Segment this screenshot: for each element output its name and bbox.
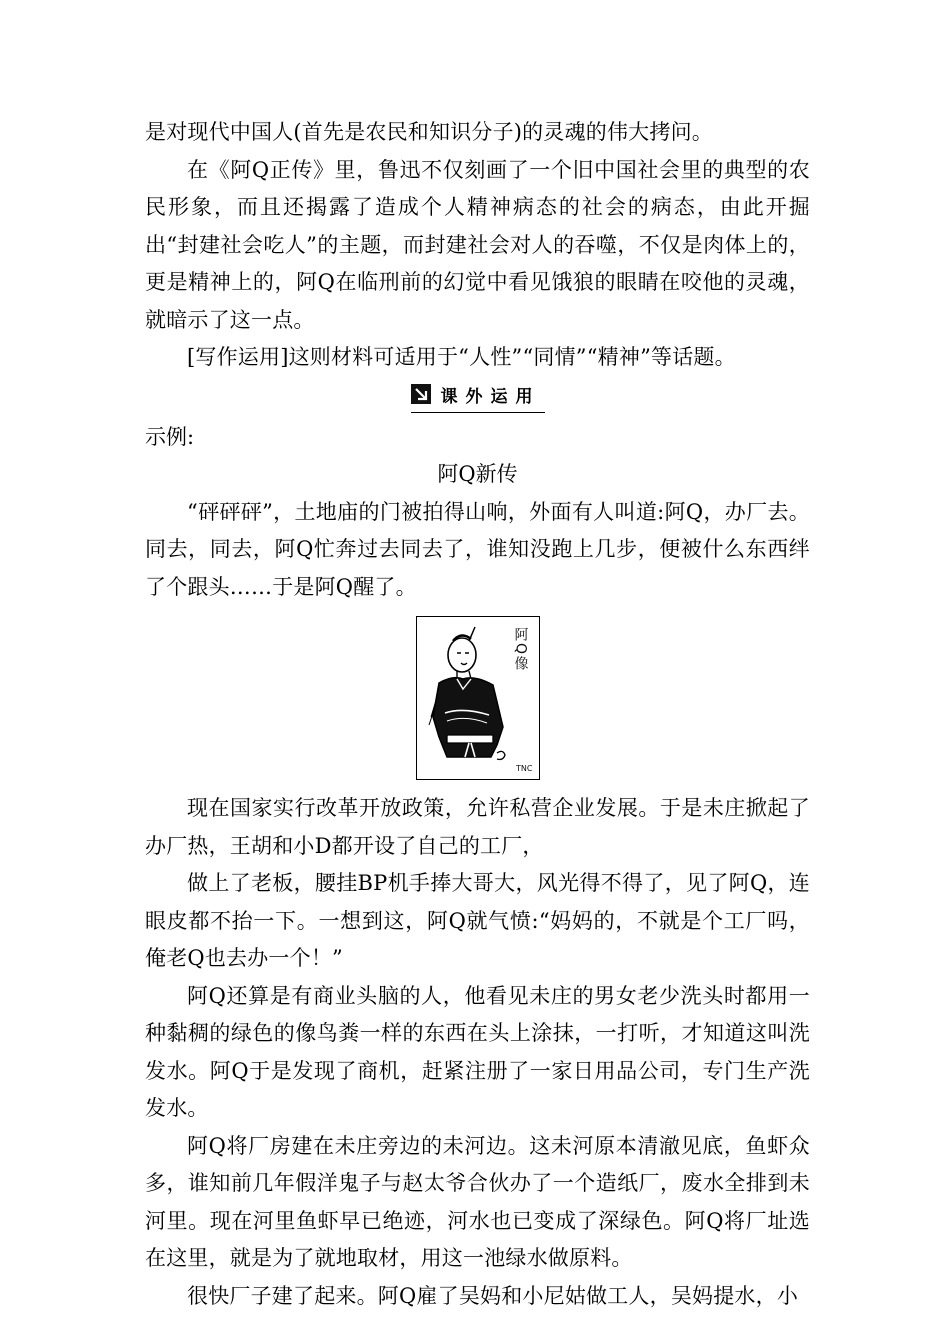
- paragraph-story-1: 现在国家实行改革开放政策，允许私营企业发展。于是未庄掀起了办厂热，王胡和小D都开设了自己的工厂，: [145, 796, 810, 858]
- section-header: [411, 377, 545, 413]
- paragraph-story-3: 阿Q还算是有商业头脑的人，他看见未庄的男女老少洗头时都用一种黏稠的绿色的像鸟粪一样的东西在头上涂抹，一打听，才知道这叫洗发水。阿Q于是发现了商机，赶紧注册了一家日用品公司，专门生产洗发水。: [145, 983, 810, 1120]
- paragraph-story-4: 阿Q将厂房建在未庄旁边的未河边。这未河原本清澈见底，鱼虾众多，谁知前几年假洋鬼子与赵太爷合伙办了一个造纸厂，废水全排到未河里。现在河里鱼虾早已绝迹，河水也已变成了深绿色。阿Q将厂址选在这里，就是为了就地取材，用这一池绿水做原料。: [145, 1133, 810, 1270]
- ah-q-portrait-image: [416, 616, 540, 780]
- story-intro: “砰砰砰”，土地庙的门被拍得山响，外面有人叫道:阿Q，办厂去。同去，同去，阿Q忙奔过去同去了，谁知没跑上几步，便被什么东西绊了个跟头……于是阿Q醒了。: [145, 499, 810, 599]
- portrait-signature: TNC: [516, 764, 533, 773]
- arrow-down-right-icon: [411, 384, 431, 404]
- paragraph-story-5: 很快厂子建了起来。阿Q雇了吴妈和小尼姑做工人，吴妈提水，小: [187, 1283, 799, 1308]
- example-label: 示例:: [145, 424, 195, 449]
- paragraph-analysis: 在《阿Q正传》里，鲁迅不仅刻画了一个旧中国社会里的典型的农民形象，而且还揭露了造成个人精神病态的社会的病态，由此开掘出“封建社会吃人”的主题，而封建社会对人的吞噬，不仅是肉体上的，更是精神上的，阿Q在临刑前的幻觉中看见饿狼的眼睛在咬他的灵魂，就暗示了这一点。: [145, 157, 810, 332]
- paragraph-continuation: 是对现代中国人(首先是农民和知识分子)的灵魂的伟大拷问。: [145, 120, 713, 144]
- document-page: [145, 114, 810, 1315]
- paragraph-writing-use: [写作运用]这则材料可适用于“人性”“同情”“精神”等话题。: [187, 345, 736, 369]
- figure-container: [145, 616, 810, 780]
- section-header-label: 课外运用: [440, 386, 541, 407]
- story-title: 阿Q新传: [437, 462, 518, 486]
- portrait-caption: 阿Q像: [512, 627, 529, 673]
- paragraph-story-2: 做上了老板，腰挂BP机手捧大哥大，风光得不得了，见了阿Q，连眼皮都不抬一下。一想到这，阿Q就气愤:“妈妈的，不就是个工厂吗，俺老Q也去办一个！”: [145, 871, 810, 970]
